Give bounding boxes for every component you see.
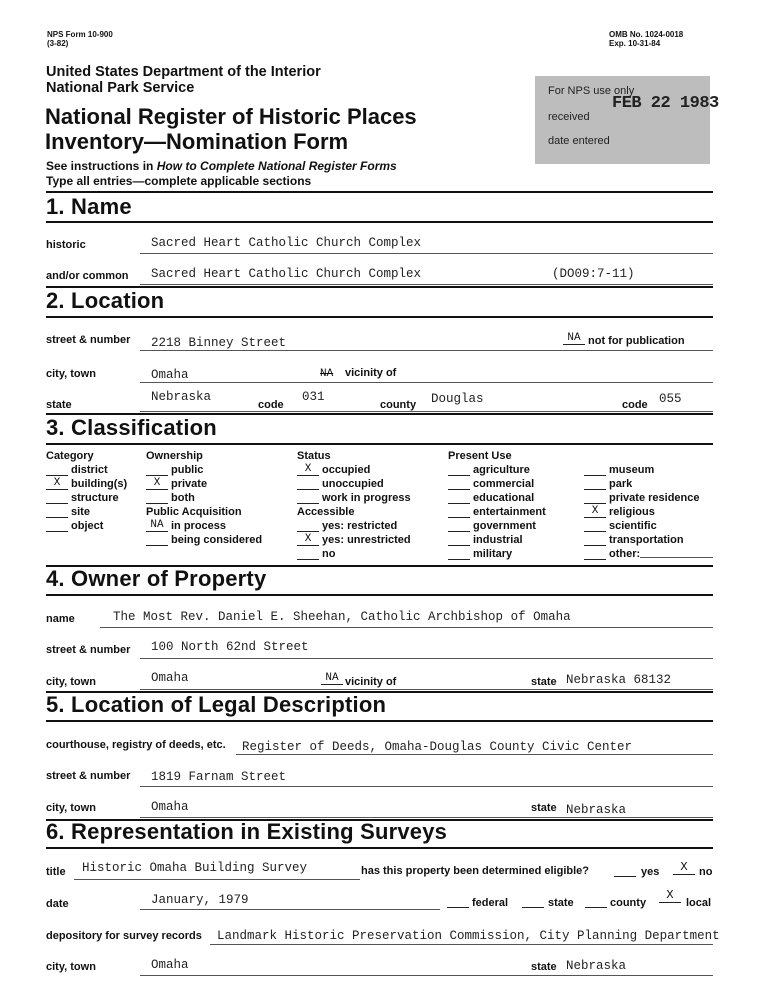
county-level-label: county [610,897,647,909]
owner-vicinity-mark[interactable]: NA [321,672,343,685]
section-rule [46,191,713,193]
use-transportation-checkbox[interactable] [584,534,606,546]
owner-name-label: name [46,613,75,625]
section-rule [46,221,713,223]
depository-state-label: state [531,961,557,973]
ownership-private-option[interactable] [146,478,207,490]
status-occupied-checkbox[interactable]: X [297,464,319,476]
courthouse-label: courthouse, registry of deeds, etc. [46,739,226,751]
ownership-public-label: public [171,464,204,476]
department: United States Department of the Interior [46,64,321,80]
vicinity-label: vicinity of [345,367,397,379]
reference-code: (DO09:7-11) [552,267,635,281]
use-industrial-checkbox[interactable] [448,534,470,546]
survey-date-label: date [46,898,69,910]
section-3-heading: 3. Classification [46,415,217,440]
ownership-heading: Ownership [146,450,203,462]
federal-checkbox[interactable] [447,895,469,908]
form-number: NPS Form 10-900 [47,30,113,39]
depository-state-value[interactable]: Nebraska [566,959,627,973]
form-revision: (3-82) [47,39,69,48]
use-private-residence-checkbox[interactable] [584,492,606,504]
form-title-line2: Inventory—Nomination Form [45,129,349,154]
street-number-label: street & number [46,334,131,346]
use-scientific-option[interactable] [584,520,657,532]
use-military-label: military [473,548,513,560]
section-rule [46,720,713,722]
field-line [236,754,713,755]
field-line [100,627,713,628]
no-checkbox[interactable]: X [673,860,695,875]
use-museum-label: museum [609,464,655,476]
category-object-checkbox[interactable] [46,520,68,532]
field-line [140,411,713,412]
use-educational-label: educational [473,492,535,504]
use-religious-checkbox[interactable]: X [584,506,606,518]
owner-state-value[interactable]: Nebraska 68132 [566,673,672,687]
use-museum-checkbox[interactable] [584,464,606,476]
survey-title-label: title [46,866,66,878]
legal-street-value[interactable]: 1819 Farnam Street [151,770,287,784]
field-line [140,786,713,787]
use-government-label: government [473,520,536,532]
depository-city-label: city, town [46,961,96,973]
accessible-yes-restricted-option[interactable] [297,520,397,532]
owner-state-label: state [531,676,557,688]
omb-number: OMB No. 1024-0018 [609,30,684,39]
status-occupied-label: occupied [322,464,371,476]
category-structure-option[interactable] [46,492,119,504]
ownership-private-label: private [171,478,208,490]
use-park-option[interactable] [584,478,632,490]
received-label: received [548,111,590,123]
depository-label: depository for survey records [46,930,202,942]
section-1-heading: 1. Name [46,194,132,219]
use-commercial-label: commercial [473,478,535,490]
accessible-heading: Accessible [297,506,355,518]
accessible-yes-unrestricted-label: yes: unrestricted [322,534,411,546]
acquisition-being-considered-label: being considered [171,534,263,546]
acquisition-being-considered-checkbox[interactable] [146,534,168,546]
state-code-value[interactable]: 031 [302,390,325,404]
section-2-heading: 2. Location [46,288,165,313]
not-for-publication-mark[interactable]: NA [563,332,585,345]
section-5-heading: 5. Location of Legal Description [46,692,387,717]
not-for-publication-label: not for publication [588,335,685,347]
use-transportation-option[interactable] [584,534,684,546]
local-label: local [686,897,712,909]
use-government-checkbox[interactable] [448,520,470,532]
use-commercial-option[interactable] [448,478,534,490]
accessible-no-checkbox[interactable] [297,548,319,560]
field-line [140,658,713,659]
depository-value[interactable]: Landmark Historic Preservation Commission, City Planning Department [217,929,720,943]
field-line [140,817,713,818]
ownership-private-checkbox[interactable]: X [146,478,168,490]
field-line [140,350,713,351]
ownership-both-checkbox[interactable] [146,492,168,504]
status-unoccupied-label: unoccupied [322,478,384,490]
state-level-label: state [548,897,574,909]
yes-checkbox[interactable] [614,864,636,877]
expiration: Exp. 10-31-84 [609,39,661,48]
ownership-public-checkbox[interactable] [146,464,168,476]
status-unoccupied-option[interactable] [297,478,384,490]
city-town-label: city, town [46,368,96,380]
type-all-instruction: Type all entries—complete applicable sections [46,174,312,188]
status-occupied-option[interactable] [297,464,370,476]
use-private-residence-label: private residence [609,492,700,504]
use-scientific-checkbox[interactable] [584,520,606,532]
section-rule [46,594,713,596]
use-museum-option[interactable] [584,464,654,476]
owner-name-value[interactable]: The Most Rev. Daniel E. Sheehan, Catholic Archbishop of Omaha [113,610,571,624]
use-agriculture-label: agriculture [473,464,530,476]
date-entered-label: date entered [548,135,610,147]
legal-city-label: city, town [46,802,96,814]
accessible-yes-unrestricted-option[interactable] [297,534,411,546]
category-site-option[interactable] [46,506,90,518]
use-entertainment-checkbox[interactable] [448,506,470,518]
owner-city-label: city, town [46,676,96,688]
survey-title-value[interactable]: Historic Omaha Building Survey [82,861,308,875]
acquisition-in-process-checkbox[interactable]: NA [146,520,168,532]
owner-vicinity-label: vicinity of [345,676,397,688]
state-code-label: code [258,399,284,411]
acquisition-in-process-label: in process [171,520,227,532]
field-line [210,944,713,945]
category-site-checkbox[interactable] [46,506,68,518]
use-transportation-label: transportation [609,534,684,546]
use-entertainment-label: entertainment [473,506,546,518]
county-label: county [380,399,417,411]
field-line [74,879,360,880]
county-value[interactable]: Douglas [431,392,484,406]
field-line [140,284,713,285]
legal-street-label: street & number [46,770,131,782]
use-religious-label: religious [609,506,655,518]
field-line [140,253,713,254]
field-line [140,975,713,976]
category-object-option[interactable] [46,520,103,532]
category-structure-label: structure [71,492,119,504]
present-use-heading: Present Use [448,450,512,462]
section-rule [46,316,713,318]
state-label: state [46,399,72,411]
legal-state-label: state [531,802,557,814]
county-code-label: code [622,399,648,411]
city-value[interactable]: Omaha [151,368,189,382]
ownership-both-option[interactable] [146,492,195,504]
use-commercial-checkbox[interactable] [448,478,470,490]
accessible-no-option[interactable] [297,548,335,560]
field-line [140,909,440,910]
received-date-stamp: FEB 22 1983 [612,94,719,113]
ownership-public-option[interactable] [146,464,203,476]
federal-label: federal [472,897,509,909]
status-unoccupied-checkbox[interactable] [297,478,319,490]
courthouse-value[interactable]: Register of Deeds, Omaha-Douglas County Civic Center [242,740,633,754]
county-checkbox[interactable] [585,895,607,908]
accessible-yes-restricted-label: yes: restricted [322,520,398,532]
use-military-checkbox[interactable] [448,548,470,560]
category-object-label: object [71,520,104,532]
field-line [140,382,713,383]
owner-street-value[interactable]: 100 North 62nd Street [151,640,309,654]
section-rule [46,443,713,445]
accessible-yes-restricted-checkbox[interactable] [297,520,319,532]
legal-state-value[interactable]: Nebraska [566,803,627,817]
historic-name-value[interactable]: Sacred Heart Catholic Church Complex [151,236,422,250]
use-other-label: other: [609,548,641,560]
field-line [140,689,713,690]
use-other-option[interactable] [584,548,640,560]
owner-street-label: street & number [46,644,131,656]
service: National Park Service [46,80,195,96]
use-industrial-label: industrial [473,534,523,546]
instructions: See instructions in How to Complete National Register Forms [46,159,397,173]
category-heading: Category [46,450,94,462]
nps-use-only-box [535,76,710,164]
use-entertainment-option[interactable] [448,506,546,518]
category-district-label: district [71,464,108,476]
status-work-in-progress-checkbox[interactable] [297,492,319,504]
use-other-checkbox[interactable] [584,548,606,560]
use-private-residence-option[interactable] [584,492,700,504]
category-site-label: site [71,506,90,518]
owner-city-value[interactable]: Omaha [151,671,189,685]
state-checkbox[interactable] [522,895,544,908]
section-6-heading: 6. Representation in Existing Surveys [46,819,448,844]
section-4-heading: 4. Owner of Property [46,566,267,591]
category-building-s-label: building(s) [71,478,128,490]
use-park-checkbox[interactable] [584,478,606,490]
common-name-value[interactable]: Sacred Heart Catholic Church Complex [151,267,422,281]
local-checkbox[interactable]: X [659,888,681,903]
state-value[interactable]: Nebraska [151,390,212,404]
use-military-option[interactable] [448,548,512,560]
status-heading: Status [297,450,331,462]
other-use-line [640,557,713,558]
accessible-no-label: no [322,548,336,560]
accessible-yes-unrestricted-checkbox[interactable]: X [297,534,319,546]
section-rule [46,847,713,849]
category-building-s-checkbox[interactable]: X [46,478,68,490]
use-educational-checkbox[interactable] [448,492,470,504]
legal-city-value[interactable]: Omaha [151,800,189,814]
use-scientific-label: scientific [609,520,657,532]
county-code-value[interactable]: 055 [659,392,682,406]
vicinity-mark[interactable]: NA [320,368,334,380]
common-name-label: and/or common [46,270,129,282]
historic-label: historic [46,239,86,251]
use-religious-option[interactable] [584,506,655,518]
acquisition-in-process-option[interactable] [146,520,226,532]
category-district-checkbox[interactable] [46,464,68,476]
status-work-in-progress-label: work in progress [322,492,411,504]
depository-city-value[interactable]: Omaha [151,958,189,972]
yes-label: yes [641,866,660,878]
use-industrial-option[interactable] [448,534,523,546]
use-government-option[interactable] [448,520,536,532]
no-label: no [699,866,713,878]
use-agriculture-checkbox[interactable] [448,464,470,476]
category-district-option[interactable] [46,464,108,476]
street-value[interactable]: 2218 Binney Street [151,336,287,350]
acquisition-being-considered-option[interactable] [146,534,262,546]
use-park-label: park [609,478,633,490]
category-building-s-option[interactable] [46,478,127,490]
survey-date-value[interactable]: January, 1979 [151,893,249,907]
category-structure-checkbox[interactable] [46,492,68,504]
form-title-line1: National Register of Historic Places [45,104,417,129]
use-agriculture-option[interactable] [448,464,530,476]
eligible-question: has this property been determined eligible? [361,865,589,877]
for-nps-use-label: For NPS use only [548,85,635,97]
use-educational-option[interactable] [448,492,534,504]
public-acquisition-heading: Public Acquisition [146,506,242,518]
status-work-in-progress-option[interactable] [297,492,411,504]
ownership-both-label: both [171,492,195,504]
